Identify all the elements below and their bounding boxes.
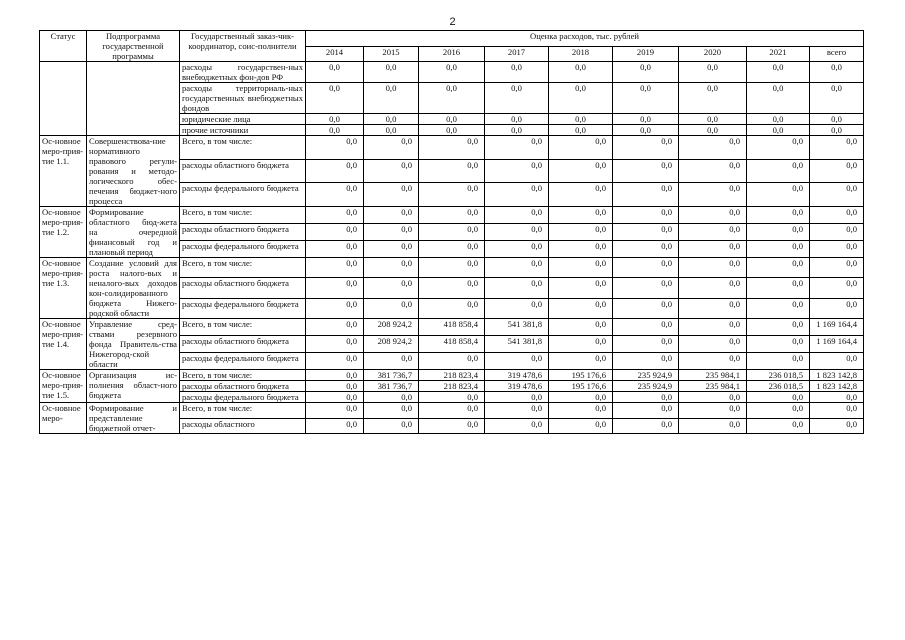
- value-cell: 0,0: [613, 125, 679, 136]
- expenditure-table: [39, 30, 864, 434]
- value-cell: 381 736,7: [364, 370, 419, 381]
- value-cell: 0,0: [747, 241, 810, 258]
- value-cell: 0,0: [747, 353, 810, 370]
- value-cell: 0,0: [485, 159, 549, 183]
- value-cell: 0,0: [306, 183, 364, 207]
- subprogram-cell: [87, 62, 180, 136]
- value-cell: 0,0: [810, 298, 864, 318]
- value-cell: 0,0: [485, 298, 549, 318]
- funding-source-cell: Всего, в том числе:: [180, 403, 306, 419]
- value-cell: 0,0: [613, 224, 679, 241]
- year-header: 2017: [485, 46, 549, 62]
- value-cell: 0,0: [364, 403, 419, 419]
- value-cell: 0,0: [364, 114, 419, 125]
- value-cell: 0,0: [549, 207, 613, 224]
- value-cell: 0,0: [679, 159, 747, 183]
- value-cell: 319 478,6: [485, 370, 549, 381]
- value-cell: 0,0: [549, 136, 613, 160]
- value-cell: 1 823 142,8: [810, 381, 864, 392]
- value-cell: 0,0: [613, 298, 679, 318]
- value-cell: 0,0: [419, 241, 485, 258]
- value-cell: 0,0: [747, 224, 810, 241]
- value-cell: 0,0: [485, 136, 549, 160]
- subprogram-cell: Формирование и представление бюджетной отчет-: [87, 403, 180, 434]
- funding-source-cell: юридические лица: [180, 114, 306, 125]
- value-cell: 0,0: [747, 159, 810, 183]
- table-row: [40, 403, 864, 419]
- value-cell: 0,0: [419, 403, 485, 419]
- header-estimate: Оценка расходов, тыс. рублей: [306, 31, 864, 47]
- value-cell: 0,0: [810, 392, 864, 403]
- value-cell: 0,0: [679, 298, 747, 318]
- funding-source-cell: Всего, в том числе:: [180, 319, 306, 336]
- value-cell: 195 176,6: [549, 370, 613, 381]
- value-cell: 0,0: [364, 224, 419, 241]
- value-cell: 0,0: [485, 392, 549, 403]
- value-cell: 0,0: [306, 62, 364, 83]
- funding-source-cell: расходы областного бюджета: [180, 381, 306, 392]
- value-cell: 0,0: [810, 278, 864, 298]
- value-cell: 0,0: [306, 319, 364, 336]
- funding-source-cell: расходы государствен-ных внебюджетных фон-дов РФ: [180, 62, 306, 83]
- value-cell: 0,0: [747, 207, 810, 224]
- value-cell: 0,0: [613, 241, 679, 258]
- value-cell: 0,0: [679, 83, 747, 114]
- value-cell: 0,0: [485, 278, 549, 298]
- table-row: [40, 207, 864, 224]
- funding-source-cell: расходы областного бюджета: [180, 224, 306, 241]
- funding-source-cell: расходы федерального бюджета: [180, 353, 306, 370]
- funding-source-cell: расходы областного бюджета: [180, 336, 306, 353]
- value-cell: 0,0: [613, 319, 679, 336]
- value-cell: 0,0: [306, 258, 364, 278]
- value-cell: 0,0: [679, 392, 747, 403]
- value-cell: 0,0: [810, 136, 864, 160]
- value-cell: 0,0: [549, 298, 613, 318]
- value-cell: 218 823,4: [419, 381, 485, 392]
- value-cell: 0,0: [613, 353, 679, 370]
- value-cell: 0,0: [810, 403, 864, 419]
- status-cell: Ос-новное меро-прия-тие 1.1.: [40, 136, 87, 207]
- value-cell: 0,0: [485, 258, 549, 278]
- value-cell: 0,0: [613, 136, 679, 160]
- value-cell: 0,0: [306, 159, 364, 183]
- funding-source-cell: расходы территориаль-ных государственных внебюджетных фондов: [180, 83, 306, 114]
- value-cell: 235 924,9: [613, 370, 679, 381]
- page-number: 2: [449, 16, 456, 28]
- value-cell: 0,0: [549, 125, 613, 136]
- value-cell: 0,0: [747, 336, 810, 353]
- value-cell: 0,0: [613, 258, 679, 278]
- value-cell: 0,0: [364, 241, 419, 258]
- value-cell: 0,0: [679, 207, 747, 224]
- value-cell: 0,0: [747, 319, 810, 336]
- value-cell: 0,0: [485, 114, 549, 125]
- status-cell: Ос-новное меро-: [40, 403, 87, 434]
- value-cell: 0,0: [549, 278, 613, 298]
- year-header: 2020: [679, 46, 747, 62]
- value-cell: 0,0: [810, 258, 864, 278]
- value-cell: 0,0: [306, 83, 364, 114]
- funding-source-cell: расходы областного: [180, 418, 306, 434]
- value-cell: 0,0: [549, 258, 613, 278]
- value-cell: 0,0: [613, 392, 679, 403]
- value-cell: 0,0: [419, 159, 485, 183]
- value-cell: 0,0: [679, 125, 747, 136]
- value-cell: 0,0: [419, 125, 485, 136]
- table-row: [40, 370, 864, 381]
- value-cell: 0,0: [306, 392, 364, 403]
- subprogram-cell: Создание условий для роста налого-вых и неналого-вых доходов кон-солидированного бюджета Нижего-родской области: [87, 258, 180, 319]
- value-cell: 0,0: [419, 278, 485, 298]
- value-cell: 0,0: [747, 418, 810, 434]
- value-cell: 0,0: [810, 418, 864, 434]
- value-cell: 0,0: [747, 392, 810, 403]
- value-cell: 0,0: [679, 258, 747, 278]
- value-cell: 0,0: [679, 241, 747, 258]
- value-cell: 0,0: [364, 278, 419, 298]
- value-cell: 0,0: [679, 418, 747, 434]
- value-cell: 0,0: [364, 392, 419, 403]
- value-cell: 0,0: [613, 418, 679, 434]
- value-cell: 0,0: [306, 125, 364, 136]
- value-cell: 0,0: [810, 62, 864, 83]
- value-cell: 0,0: [810, 83, 864, 114]
- status-cell: [40, 62, 87, 136]
- value-cell: 0,0: [679, 319, 747, 336]
- value-cell: 0,0: [747, 278, 810, 298]
- funding-source-cell: расходы областного бюджета: [180, 278, 306, 298]
- value-cell: 0,0: [549, 418, 613, 434]
- value-cell: 0,0: [364, 125, 419, 136]
- header-customer: Государственный заказ-чик-координатор, соис-полнители: [180, 31, 306, 62]
- value-cell: 0,0: [364, 183, 419, 207]
- value-cell: 0,0: [747, 298, 810, 318]
- value-cell: 0,0: [306, 224, 364, 241]
- value-cell: 0,0: [613, 207, 679, 224]
- value-cell: 0,0: [306, 403, 364, 419]
- value-cell: 0,0: [747, 62, 810, 83]
- value-cell: 0,0: [810, 353, 864, 370]
- value-cell: 218 823,4: [419, 370, 485, 381]
- funding-source-cell: Всего, в том числе:: [180, 370, 306, 381]
- year-header: 2019: [613, 46, 679, 62]
- value-cell: 0,0: [747, 183, 810, 207]
- value-cell: 0,0: [485, 183, 549, 207]
- value-cell: 0,0: [549, 114, 613, 125]
- status-cell: Ос-новное меро-прия-тие 1.2.: [40, 207, 87, 258]
- table-row: [40, 136, 864, 160]
- value-cell: 541 381,8: [485, 336, 549, 353]
- value-cell: 0,0: [364, 62, 419, 83]
- value-cell: 0,0: [306, 370, 364, 381]
- status-cell: Ос-новное меро-прия-тие 1.5.: [40, 370, 87, 403]
- header-status: Статус: [40, 31, 87, 62]
- value-cell: 0,0: [419, 183, 485, 207]
- value-cell: 0,0: [306, 114, 364, 125]
- value-cell: 0,0: [679, 403, 747, 419]
- value-cell: 0,0: [364, 298, 419, 318]
- year-header: всего: [810, 46, 864, 62]
- funding-source-cell: расходы областного бюджета: [180, 159, 306, 183]
- value-cell: 0,0: [306, 353, 364, 370]
- value-cell: 0,0: [485, 83, 549, 114]
- funding-source-cell: Всего, в том числе:: [180, 258, 306, 278]
- value-cell: 0,0: [613, 114, 679, 125]
- value-cell: 208 924,2: [364, 336, 419, 353]
- value-cell: 0,0: [306, 278, 364, 298]
- value-cell: 235 984,1: [679, 370, 747, 381]
- value-cell: 0,0: [419, 353, 485, 370]
- value-cell: 0,0: [306, 336, 364, 353]
- funding-source-cell: расходы федерального бюджета: [180, 392, 306, 403]
- subprogram-cell: Организация ис-полнения област-ного бюджета: [87, 370, 180, 403]
- year-header: 2015: [364, 46, 419, 62]
- value-cell: 0,0: [549, 83, 613, 114]
- year-header: 2014: [306, 46, 364, 62]
- year-header: 2016: [419, 46, 485, 62]
- value-cell: 0,0: [485, 62, 549, 83]
- value-cell: 0,0: [747, 136, 810, 160]
- value-cell: 0,0: [419, 114, 485, 125]
- value-cell: 0,0: [679, 114, 747, 125]
- funding-source-cell: расходы федерального бюджета: [180, 298, 306, 318]
- value-cell: 235 924,9: [613, 381, 679, 392]
- value-cell: 0,0: [810, 125, 864, 136]
- value-cell: 0,0: [419, 136, 485, 160]
- value-cell: 0,0: [679, 136, 747, 160]
- value-cell: 0,0: [679, 62, 747, 83]
- value-cell: 0,0: [613, 83, 679, 114]
- funding-source-cell: расходы федерального бюджета: [180, 241, 306, 258]
- value-cell: 0,0: [679, 336, 747, 353]
- value-cell: 0,0: [679, 183, 747, 207]
- value-cell: 0,0: [810, 207, 864, 224]
- value-cell: 0,0: [613, 183, 679, 207]
- value-cell: 319 478,6: [485, 381, 549, 392]
- subprogram-cell: Управление сред-ствами резервного фонда Правитель-ства Нижегород-ской области: [87, 319, 180, 370]
- year-header: 2021: [747, 46, 810, 62]
- value-cell: 0,0: [485, 224, 549, 241]
- value-cell: 236 018,5: [747, 381, 810, 392]
- value-cell: 0,0: [747, 125, 810, 136]
- table-row: [40, 62, 864, 83]
- value-cell: 0,0: [613, 336, 679, 353]
- value-cell: 0,0: [419, 83, 485, 114]
- funding-source-cell: Всего, в том числе:: [180, 136, 306, 160]
- value-cell: 0,0: [549, 159, 613, 183]
- year-header: 2018: [549, 46, 613, 62]
- value-cell: 0,0: [549, 319, 613, 336]
- value-cell: 0,0: [364, 159, 419, 183]
- value-cell: 418 858,4: [419, 336, 485, 353]
- value-cell: 0,0: [747, 83, 810, 114]
- value-cell: 0,0: [549, 224, 613, 241]
- status-cell: Ос-новное меро-прия-тие 1.4.: [40, 319, 87, 370]
- value-cell: 0,0: [306, 418, 364, 434]
- value-cell: 0,0: [679, 224, 747, 241]
- table-row: [40, 319, 864, 336]
- value-cell: 0,0: [549, 336, 613, 353]
- value-cell: 1 823 142,8: [810, 370, 864, 381]
- value-cell: 0,0: [306, 136, 364, 160]
- value-cell: 0,0: [364, 207, 419, 224]
- value-cell: 0,0: [364, 418, 419, 434]
- value-cell: 236 018,5: [747, 370, 810, 381]
- value-cell: 1 169 164,4: [810, 336, 864, 353]
- value-cell: 0,0: [810, 224, 864, 241]
- value-cell: 541 381,8: [485, 319, 549, 336]
- value-cell: 0,0: [613, 159, 679, 183]
- value-cell: 0,0: [747, 258, 810, 278]
- value-cell: 0,0: [485, 125, 549, 136]
- value-cell: 0,0: [485, 241, 549, 258]
- value-cell: 0,0: [419, 62, 485, 83]
- value-cell: 381 736,7: [364, 381, 419, 392]
- value-cell: 0,0: [306, 298, 364, 318]
- value-cell: 0,0: [613, 403, 679, 419]
- value-cell: 0,0: [549, 241, 613, 258]
- value-cell: 208 924,2: [364, 319, 419, 336]
- value-cell: 0,0: [549, 353, 613, 370]
- value-cell: 0,0: [364, 136, 419, 160]
- subprogram-cell: Формирование областного бюд-жета на очередной финансовый год и плановый период: [87, 207, 180, 258]
- value-cell: 0,0: [419, 258, 485, 278]
- funding-source-cell: расходы федерального бюджета: [180, 183, 306, 207]
- value-cell: 0,0: [549, 403, 613, 419]
- value-cell: 195 176,6: [549, 381, 613, 392]
- value-cell: 0,0: [485, 418, 549, 434]
- value-cell: 0,0: [810, 159, 864, 183]
- value-cell: 0,0: [485, 207, 549, 224]
- value-cell: 0,0: [810, 241, 864, 258]
- value-cell: 0,0: [747, 403, 810, 419]
- header-subprogram: Подпрограмма государственной программы: [87, 31, 180, 62]
- value-cell: 0,0: [810, 183, 864, 207]
- value-cell: 0,0: [679, 353, 747, 370]
- value-cell: 0,0: [485, 403, 549, 419]
- value-cell: 0,0: [419, 418, 485, 434]
- value-cell: 0,0: [485, 353, 549, 370]
- value-cell: 0,0: [549, 183, 613, 207]
- value-cell: 0,0: [306, 241, 364, 258]
- funding-source-cell: прочие источники: [180, 125, 306, 136]
- value-cell: 0,0: [364, 83, 419, 114]
- status-cell: Ос-новное меро-прия-тие 1.3.: [40, 258, 87, 319]
- value-cell: 0,0: [747, 114, 810, 125]
- value-cell: 0,0: [549, 392, 613, 403]
- value-cell: 418 858,4: [419, 319, 485, 336]
- value-cell: 0,0: [364, 258, 419, 278]
- value-cell: 0,0: [549, 62, 613, 83]
- value-cell: 0,0: [306, 207, 364, 224]
- value-cell: 0,0: [613, 278, 679, 298]
- value-cell: 0,0: [419, 224, 485, 241]
- value-cell: 235 984,1: [679, 381, 747, 392]
- value-cell: 0,0: [613, 62, 679, 83]
- funding-source-cell: Всего, в том числе:: [180, 207, 306, 224]
- value-cell: 0,0: [306, 381, 364, 392]
- value-cell: 0,0: [419, 207, 485, 224]
- value-cell: 0,0: [419, 392, 485, 403]
- value-cell: 0,0: [810, 114, 864, 125]
- table-row: [40, 258, 864, 278]
- value-cell: 0,0: [419, 298, 485, 318]
- value-cell: 0,0: [679, 278, 747, 298]
- value-cell: 1 169 164,4: [810, 319, 864, 336]
- value-cell: 0,0: [364, 353, 419, 370]
- subprogram-cell: Совершенствова-ние нормативного правового регули-рования и методо-логического обес-печения бюджет-ного процесса: [87, 136, 180, 207]
